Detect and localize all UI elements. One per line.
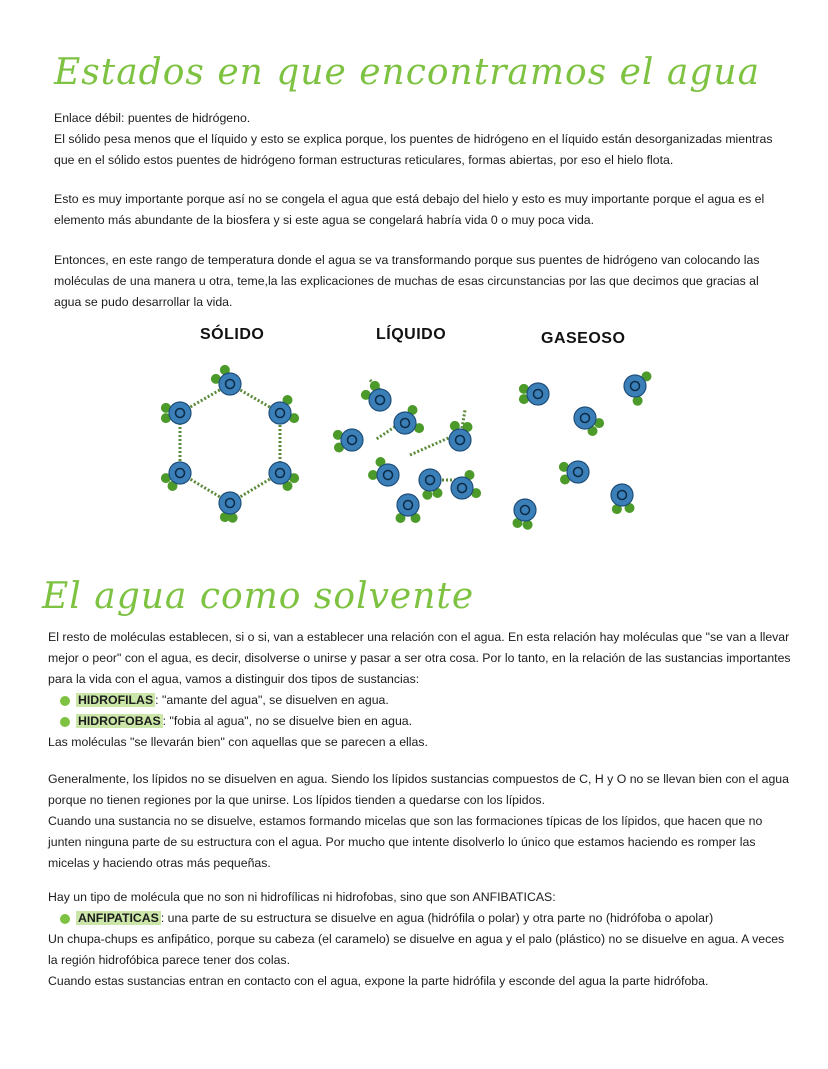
section-title-solvent: El agua como solvente	[42, 576, 475, 617]
section-title-states: Estados en que encontramos el agua	[54, 52, 761, 93]
text-line: El resto de moléculas establecen, si o si, van a establecer una relación con el agua. En esta relación hay moléculas que "se van a llevar mejor o peor" con el agua, es decir, disolverse o unirse y pasar a ser otra cosa. Por lo tanto, en la relación de las sustancias importantes para la vida con el agua, vamos a distinguir dos tipos de sustancias:	[48, 630, 791, 686]
oxygen-atom	[624, 375, 646, 397]
water-molecule	[513, 499, 537, 530]
paragraph-hydrogen-bonds	[54, 108, 789, 171]
text-line: Las moléculas "se llevarán bien" con aquellas que se parecen a ellas.	[48, 735, 428, 749]
oxygen-atom	[514, 499, 536, 521]
oxygen-atom	[394, 412, 416, 434]
water-molecule	[449, 421, 473, 451]
label-solid: SÓLIDO	[200, 326, 265, 343]
water-molecule	[269, 462, 299, 491]
water-molecule	[394, 405, 424, 434]
list-item-hidrofobas	[48, 711, 793, 732]
label-gas: GASEOSO	[541, 330, 626, 347]
oxygen-atom	[377, 464, 399, 486]
oxygen-atom	[527, 383, 549, 405]
water-molecule	[396, 494, 421, 523]
text-line: El sólido pesa menos que el líquido y esto se explica porque, los puentes de hidrógeno en el líquido están desorganizadas mientras que en el sólido estos puentes de hidrógeno forman estructuras reticulares, formas abiertas, por eso el hielo flota.	[54, 132, 773, 167]
water-molecule	[219, 492, 241, 523]
water-states-illustration	[130, 360, 670, 550]
list-item-hidrofilas	[48, 690, 793, 711]
oxygen-atom	[269, 402, 291, 424]
oxygen-atom	[611, 484, 633, 506]
oxygen-atom	[369, 389, 391, 411]
oxygen-atom	[397, 494, 419, 516]
term-hidrofobas: HIDROFOBAS	[78, 714, 161, 728]
definition-hidrofobas: : "fobia al agua", no se disuelve bien en agua.	[162, 714, 413, 728]
hydrogen-bond	[410, 435, 455, 455]
term-anfipaticas: ANFIPATICAS	[78, 911, 159, 925]
text-line: Esto es muy importante porque así no se congela el agua que está debajo del hielo y esto es muy importante porque el agua es el elemento más abundante de la biosfera y si este agua se congelará habría vida 0 o muy poca vida.	[54, 192, 765, 227]
oxygen-atom	[169, 402, 191, 424]
label-liquid: LÍQUIDO	[376, 326, 447, 343]
water-molecule	[368, 457, 399, 486]
definition-anfipaticas: : una parte de su estructura se disuelve en agua (hidrófila o polar) y otra parte no (hidrófoba o apolar)	[160, 911, 714, 925]
text-line: Enlace débil: puentes de hidrógeno.	[54, 111, 251, 125]
water-molecule	[269, 395, 299, 424]
paragraph-temperature	[54, 250, 789, 313]
text-line: Hay un tipo de molécula que no son ni hidrofílicas ni hidrofobas, sino que son ANFIBATICAS:	[48, 890, 556, 904]
oxygen-atom	[341, 429, 363, 451]
paragraph-ice	[54, 189, 789, 231]
water-molecule	[361, 381, 391, 411]
oxygen-atom	[269, 462, 291, 484]
text-line: Un chupa-chups es anfipático, porque su cabeza (el caramelo) se disuelve en agua y el palo (plástico) no se disuelve en agua. A veces la región hidrofóbica parece tener dos colas.	[48, 932, 785, 967]
water-molecule	[611, 484, 635, 514]
text-line: Cuando una sustancia no se disuelve, estamos formando micelas que son las formaciones típicas de los lípidos, que hacen que no junten ninguna parte de su estructura con el agua. Por mucho que intente disolverlo lo único que estamos haciendo es romper las micelas y haciendo otras más pequeñas.	[48, 814, 763, 870]
list-item-anfipaticas	[48, 908, 793, 929]
oxygen-atom	[567, 461, 589, 483]
bullet-icon	[60, 696, 70, 706]
water-molecule	[333, 429, 363, 453]
water-molecule	[161, 402, 191, 424]
water-molecule	[519, 383, 549, 405]
bullet-icon	[60, 914, 70, 924]
oxygen-atom	[219, 373, 241, 395]
oxygen-atom	[169, 462, 191, 484]
bullet-icon	[60, 717, 70, 727]
water-molecule	[574, 407, 604, 436]
water-molecule	[624, 371, 651, 405]
water-molecule	[211, 365, 241, 395]
water-molecule	[161, 462, 191, 491]
oxygen-atom	[574, 407, 596, 429]
paragraph-amphipathic	[48, 887, 793, 992]
oxygen-atom	[451, 477, 473, 499]
definition-hidrofilas: : "amante del agua", se disuelven en agua.	[155, 693, 389, 707]
text-line: Cuando estas sustancias entran en contacto con el agua, expone la parte hidrófila y esconde del agua la parte hidrófoba.	[48, 974, 709, 988]
term-hidrofilas: HIDROFILAS	[78, 693, 154, 707]
water-molecule	[451, 470, 481, 499]
water-molecule	[419, 469, 443, 500]
paragraph-solvent-intro	[48, 627, 793, 753]
text-line: Generalmente, los lípidos no se disuelven en agua. Siendo los lípidos sustancias compuestos de C, H y O no se llevan bien con el agua porque no tienen regiones por la que unirse. Los lípidos tienden a quedarse con los lípidos.	[48, 772, 789, 807]
water-molecules	[161, 365, 652, 530]
paragraph-lipids	[48, 769, 793, 874]
oxygen-atom	[219, 492, 241, 514]
water-molecule	[559, 461, 589, 485]
oxygen-atom	[449, 429, 471, 451]
text-line: Entonces, en este rango de temperatura donde el agua se va transformando porque sus puentes de hidrógeno van colocando las moléculas de una manera u otra, teme,la las explicaciones de muchas de esas circunstancias por las que decimos que gracias al agua se pudo desarrollar la vida.	[54, 253, 760, 309]
oxygen-atom	[419, 469, 441, 491]
